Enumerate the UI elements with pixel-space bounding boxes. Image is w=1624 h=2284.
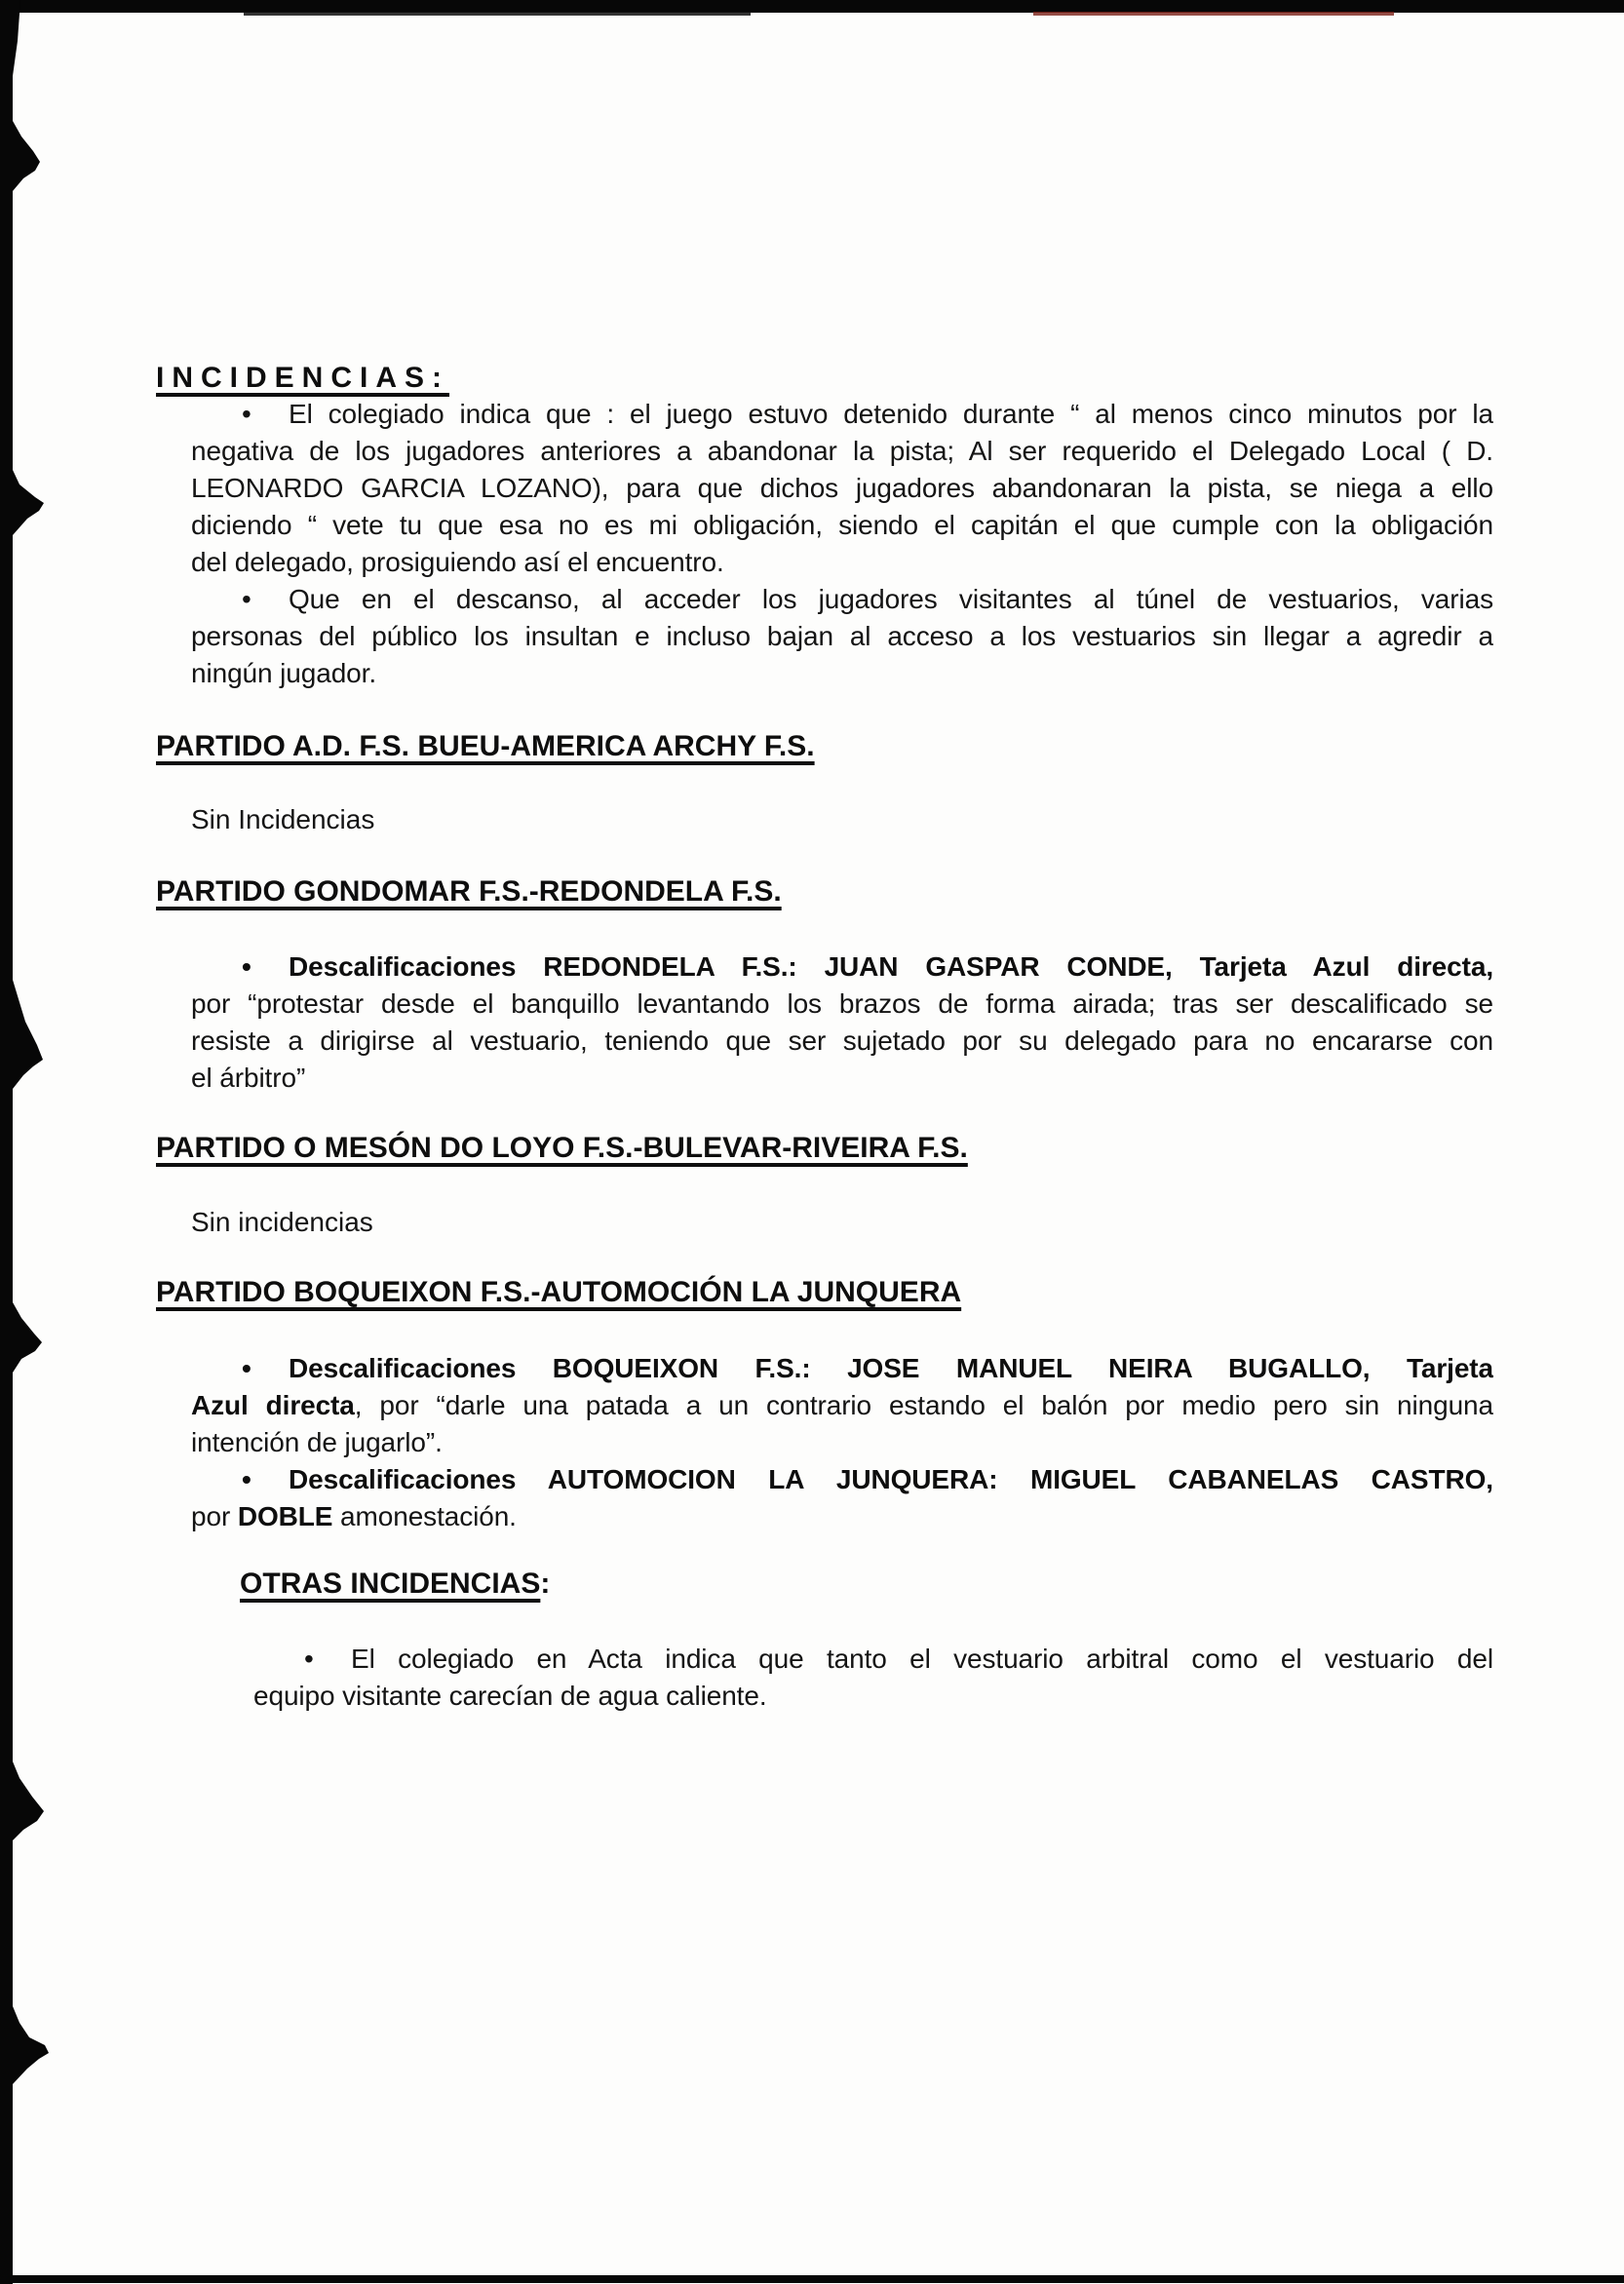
text-segment: , por “darle una patada a un contrario estando el balón por medio pero sin ninguna [354,1390,1493,1420]
bullet-icon: • [242,399,251,429]
text-line: del delegado, prosiguiendo así el encuentro. [191,547,724,577]
scan-left-edge-artifact [0,0,58,2284]
text-segment: Descalificaciones REDONDELA F.S.: JUAN GASPAR CONDE, Tarjeta Azul directa, [289,951,1493,982]
text-line: por “protestar desde el banquillo levantando los brazos de forma airada; tras ser descalificado se [191,988,1493,1019]
heading-partido-bueu-america-label: PARTIDO A.D. F.S. BUEU-AMERICA ARCHY F.S. [156,730,815,762]
text-line: diciendo “ vete tu que esa no es mi obligación, siendo el capitán el que cumple con la obligación [191,510,1493,540]
text-line [191,1350,1493,1387]
text-segment: Que en el descanso, al acceder los jugadores visitantes al túnel de vestuarios, varias [289,584,1493,614]
heading-otras-incidencias-label: OTRAS INCIDENCIAS [240,1568,541,1600]
text-line: personas del público los insultan e incluso bajan al acceso a los vestuarios sin llegar a agredir a [191,621,1493,651]
text-line: LEONARDO GARCIA LOZANO), para que dichos jugadores abandonaran la pista, se niega a ello [191,473,1493,503]
paragraph-descalificacion-redondela [191,948,1493,1097]
text-line: intención de jugarlo”. [191,1427,443,1457]
heading-partido-meson-bulevar [156,1131,968,1166]
paragraph-juego-detenido [191,396,1493,581]
text-segment: El colegiado indica que : el juego estuvo detenido durante “ al menos cinco minutos por la [289,399,1493,429]
bullet-icon: • [242,1353,251,1383]
bullet-icon: • [242,584,251,614]
scan-red-streak [1033,12,1394,16]
heading-otras-incidencias [240,1567,550,1602]
status-sin-incidencias-bueu: Sin Incidencias [191,804,375,834]
heading-partido-meson-bulevar-label: PARTIDO O MESÓN DO LOYO F.S.-BULEVAR-RIVEIRA F.S. [156,1132,968,1164]
text-segment: por [191,1501,238,1531]
heading-incidencias-label: INCIDENCIAS: [156,362,450,394]
heading-incidencias [156,361,449,396]
text-line: resiste a dirigirse al vestuario, teniendo que ser sujetado por su delegado para no encararse con [191,1026,1493,1056]
heading-partido-boqueixon-junquera-label: PARTIDO BOQUEIXON F.S.-AUTOMOCIÓN LA JUNQUERA [156,1276,962,1308]
scan-top-edge-smudge [244,12,751,16]
text-line [191,948,1493,986]
text-segment: DOBLE [237,1501,333,1531]
heading-partido-bueu-america [156,729,815,764]
text-line [191,1498,1493,1535]
heading-partido-gondomar-redondela [156,874,782,910]
paragraph-agua-caliente [253,1641,1493,1715]
text-segment: Descalificaciones BOQUEIXON F.S.: JOSE MANUEL NEIRA BUGALLO, Tarjeta [289,1353,1493,1383]
heading-partido-boqueixon-junquera [156,1275,961,1310]
text-line [253,1641,1493,1678]
paragraph-descalificacion-automocion [191,1461,1493,1535]
text-line: equipo visitante carecían de agua caliente. [253,1681,767,1711]
text-line [191,1387,1493,1424]
text-line [191,396,1493,433]
text-line: ningún jugador. [191,658,377,688]
scan-bottom-edge-artifact [6,2275,1624,2283]
text-segment: Descalificaciones AUTOMOCION LA JUNQUERA: MIGUEL CABANELAS CASTRO, [289,1464,1493,1494]
text-line: negativa de los jugadores anteriores a abandonar la pista; Al ser requerido el Delegado Local ( D. [191,436,1493,466]
text-line: el árbitro” [191,1063,306,1093]
paragraph-descanso-tunel [191,581,1493,692]
bullet-icon: • [242,1464,251,1494]
heading-partido-gondomar-redondela-label: PARTIDO GONDOMAR F.S.-REDONDELA F.S. [156,875,782,908]
bullet-icon: • [242,951,251,982]
paragraph-descalificacion-boqueixon [191,1350,1493,1461]
text-segment: amonestación. [332,1501,517,1531]
status-sin-incidencias-meson: Sin incidencias [191,1207,373,1237]
text-line [191,1461,1493,1498]
heading-otras-incidencias-colon: : [540,1568,551,1600]
text-segment: Azul directa [191,1390,355,1420]
bullet-icon: • [304,1644,314,1674]
text-segment: El colegiado en Acta indica que tanto el vestuario arbitral como el vestuario del [351,1644,1493,1674]
text-line [191,581,1493,618]
